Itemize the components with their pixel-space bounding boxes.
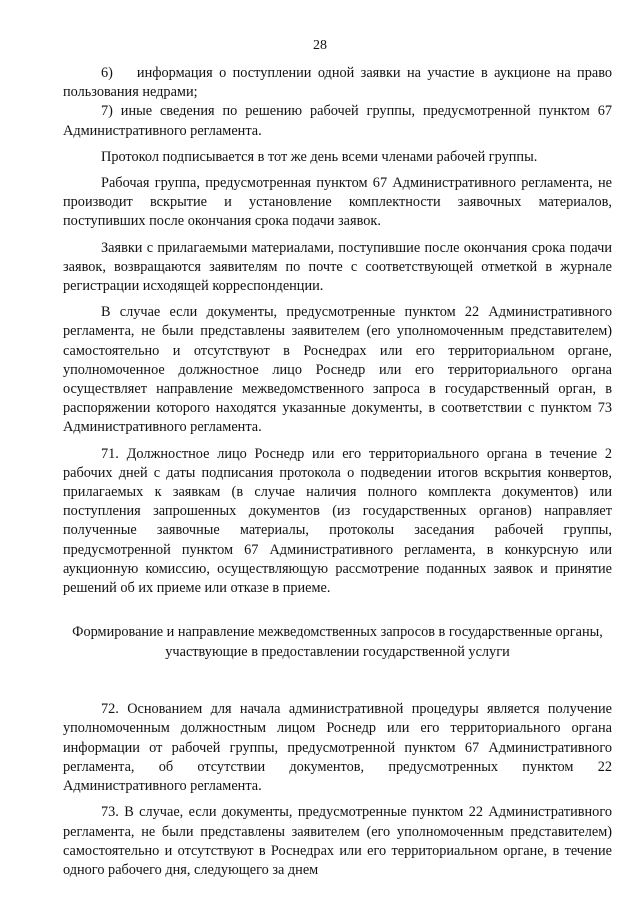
section-heading: Формирование и направление межведомственных запросов в государственные органы, участвующие в предоставлении государственной услуги [72, 624, 603, 661]
paragraph-late-applications: Заявки с прилагаемыми материалами, поступившие после окончания срока подачи заявок, возвращаются заявителям по почте с соответствующей отметкой в журнале регистрации исходящей корреспонденции. [63, 239, 612, 295]
paragraph-71: 71. Должностное лицо Роснедр или его территориального органа в течение 2 рабочих дней с даты подписания протокола о подведении итогов вскрытия конвертов, прилагаемых к заявкам (в случае наличия полного комплекта документов) или поступления запрошенных документов (из государственных органов) направляет полученные заявочные материалы, протоколы заседания рабочей группы, предусмотренной пунктом 67 Административного регламента, в конкурсную или аукционную комиссию, осуществляющую рассмотрение поданных заявок и принятие решений об их приеме или отказе в приеме. [63, 445, 612, 597]
document-body [63, 64, 612, 880]
paragraph-protocol-signing: Протокол подписывается в тот же день всеми членами рабочей группы. [101, 148, 538, 165]
paragraph-working-group: Рабочая группа, предусмотренная пунктом 67 Административного регламента, не производит вскрытие и установление комплектности заявочных материалов, поступивших после окончания срока подачи заявок. [63, 175, 612, 230]
item-number: 6) [101, 65, 113, 81]
paragraph-interagency-request: В случае если документы, предусмотренные пунктом 22 Административного регламента, не были представлены заявителем (его уполномоченным представителем) самостоятельно и отсутствуют в Роснедрах или его территориальном органе, уполномоченное должностное лицо Роснедр или его территориального органа осуществляет направление межведомственного запроса в государственный орган, в распоряжении которого находятся указанные документы, в соответствии с пунктом 73 Административного регламента. [63, 304, 612, 436]
paragraph-item-7: 7) иные сведения по решению рабочей группы, предусмотренной пунктом 67 Административного регламента. [63, 103, 612, 139]
paragraph-72: 72. Основанием для начала административной процедуры является получение уполномоченным должностным лицом Роснедр или его территориального органа информации от рабочей группы, предусмотренной пунктом 67 Административного регламента, об отсутствии документов, предусмотренных пунктом 22 Административного регламента. [63, 701, 612, 795]
paragraph-text: информация о поступлении одной заявки на участие в аукционе на право пользования недрами; [63, 65, 612, 101]
paragraph-73: 73. В случае, если документы, предусмотренные пунктом 22 Административного регламента, не были представлены заявителем (его уполномоченным представителем) самостоятельно и отсутствуют в Роснедрах или его территориальном органе, в течение одного рабочего дня, следующего за днем [63, 804, 612, 878]
page-number: 28 [313, 38, 327, 53]
paragraph-item-6 [63, 64, 612, 102]
